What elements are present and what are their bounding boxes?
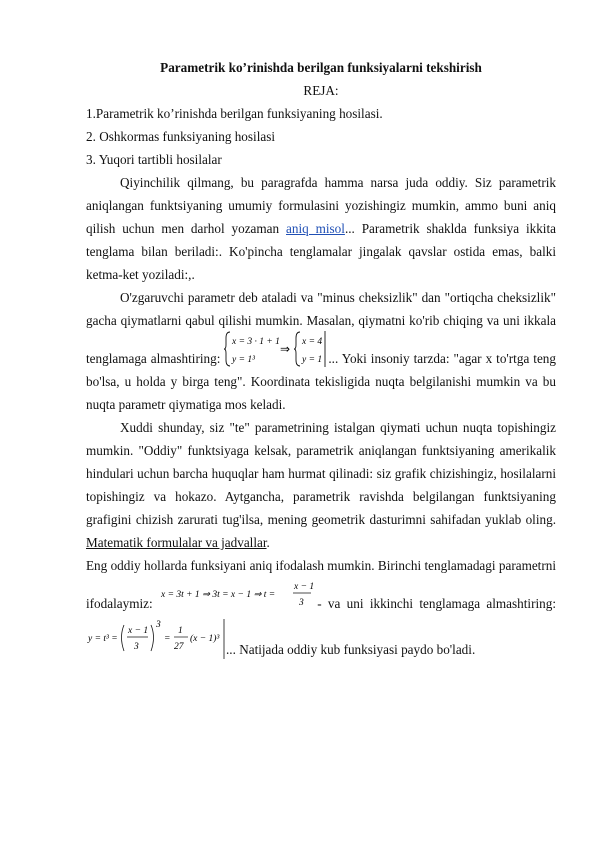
y-expression-numerator-2: 1 bbox=[178, 626, 183, 636]
t-expression-formula bbox=[159, 577, 315, 615]
y-expression-equals: = bbox=[164, 634, 171, 644]
plan-item-3: 3. Yuqori tartibli hosilalar bbox=[86, 152, 222, 167]
paragraph-4-text-b: - va uni ikkinchi tenglamaga almashtiring: bbox=[310, 596, 556, 611]
t-expression-svg bbox=[159, 577, 315, 615]
paragraph-4-text-a: Eng oddiy hollarda funksiyani aniq ifodalash mumkin. Birinchi tenglamadagi parametrni ifodalaymiz: bbox=[86, 558, 556, 611]
paragraph-1-text-b: ... Parametrik shaklda funksiya ikkita tenglama bilan beriladi:. Ko'pincha tenglamalar jingalak qavslar ostida emas, balki ketma-ket yoziladi:,. bbox=[86, 221, 556, 282]
y-expression-numerator: x − 1 bbox=[128, 626, 149, 636]
implies-arrow: ⇒ bbox=[280, 342, 291, 356]
paragraph-2-text-a: O'zgaruvchi parametr deb ataladi va "minus cheksizlik" dan "ortiqcha cheksizlik" gacha qiymatlarni qabul qilishi mumkin. Masalan, qiymatni ko'rib chiqing va uni ikkala tenglamaga almashtiring: bbox=[86, 290, 556, 366]
y-expression-denominator-2: 27 bbox=[174, 642, 184, 652]
paragraph-1 bbox=[86, 171, 556, 286]
close-paren bbox=[151, 625, 154, 651]
t-expression-denominator: 3 bbox=[298, 598, 304, 608]
system-x-left: x = 3 · 1 + 1 bbox=[232, 337, 281, 347]
document-title: Parametrik ko’rinishda berilgan funksiyalarni tekshirish bbox=[160, 60, 482, 75]
paragraph-2-text-b: ... Yoki insoniy tarzda: "agar x to'rtga teng bo'lsa, u holda y birga teng". Koordinata tekisligida nuqta belgilanishi mumkin va bu nuqta parametr qiymatiga mos keladi. bbox=[86, 351, 556, 412]
left-brace-2 bbox=[294, 332, 300, 366]
y-expression-tail: (x − 1)³ bbox=[190, 634, 220, 644]
t-expression-main: x = 3t + 1 ⇒ 3t = x − 1 ⇒ t = bbox=[160, 590, 276, 600]
paragraph-4 bbox=[86, 554, 556, 661]
example-link[interactable]: aniq misol bbox=[286, 221, 345, 236]
y-expression-formula bbox=[86, 615, 226, 661]
paragraph-3 bbox=[86, 416, 556, 554]
paragraph-3-end: . bbox=[266, 535, 270, 550]
system-formula-svg bbox=[224, 328, 328, 370]
paragraph-3-text: Xuddi shunday, siz "te" parametrining istalgan qiymati uchun nuqta topishingiz mumkin. "Oddiy" funktsiyaga kelsak, parametrik aniqlangan funktsiyaning amerikalik hindulari uchun barcha huquqlar ham hurmat qilinadi: siz grafik chizishingiz, hosilalarni topishingiz va hokazo. Aytgancha, parametrik ravishda belgilangan funktsiyaning grafigini chizish zarurati tug'ilsa, mening geometrik dasturimni sahifadan yuklab oling. bbox=[86, 420, 556, 527]
plan-heading: REJA: bbox=[303, 83, 339, 98]
y-expression-start: y = t³ = bbox=[88, 634, 118, 644]
plan-item-1: 1.Parametrik ko’rinishda berilgan funksiyaning hosilasi. bbox=[86, 106, 383, 121]
paragraph-1-text-a: Qiyinchilik qilmang, bu paragrafda hamma narsa juda oddiy. Siz parametrik aniqlangan funktsiyaning umumiy formulasini yozishingiz mumkin, ammo buni aniq qilish uchun men darhol yozaman bbox=[86, 175, 556, 236]
open-paren bbox=[122, 625, 125, 651]
left-brace-1 bbox=[224, 332, 230, 366]
system-x-right: x = 4 bbox=[302, 337, 323, 347]
y-expression-denominator: 3 bbox=[134, 642, 139, 652]
y-expression-svg bbox=[86, 615, 226, 661]
formulas-tables-link[interactable]: Matematik formulalar va jadvallar bbox=[86, 535, 267, 550]
system-formula bbox=[224, 328, 328, 370]
document-page bbox=[86, 56, 556, 661]
system-y-right: y = 1 bbox=[302, 355, 323, 365]
system-y-left: y = 1³ bbox=[232, 355, 256, 365]
paragraph-2 bbox=[86, 286, 556, 416]
paragraph-4-text-c: ... Natijada oddiy kub funksiyasi paydo bo'ladi. bbox=[226, 642, 476, 657]
y-expression-power: 3 bbox=[156, 620, 161, 630]
t-expression-numerator: x − 1 bbox=[293, 582, 315, 592]
plan-item-2: 2. Oshkormas funksiyaning hosilasi bbox=[86, 129, 276, 144]
